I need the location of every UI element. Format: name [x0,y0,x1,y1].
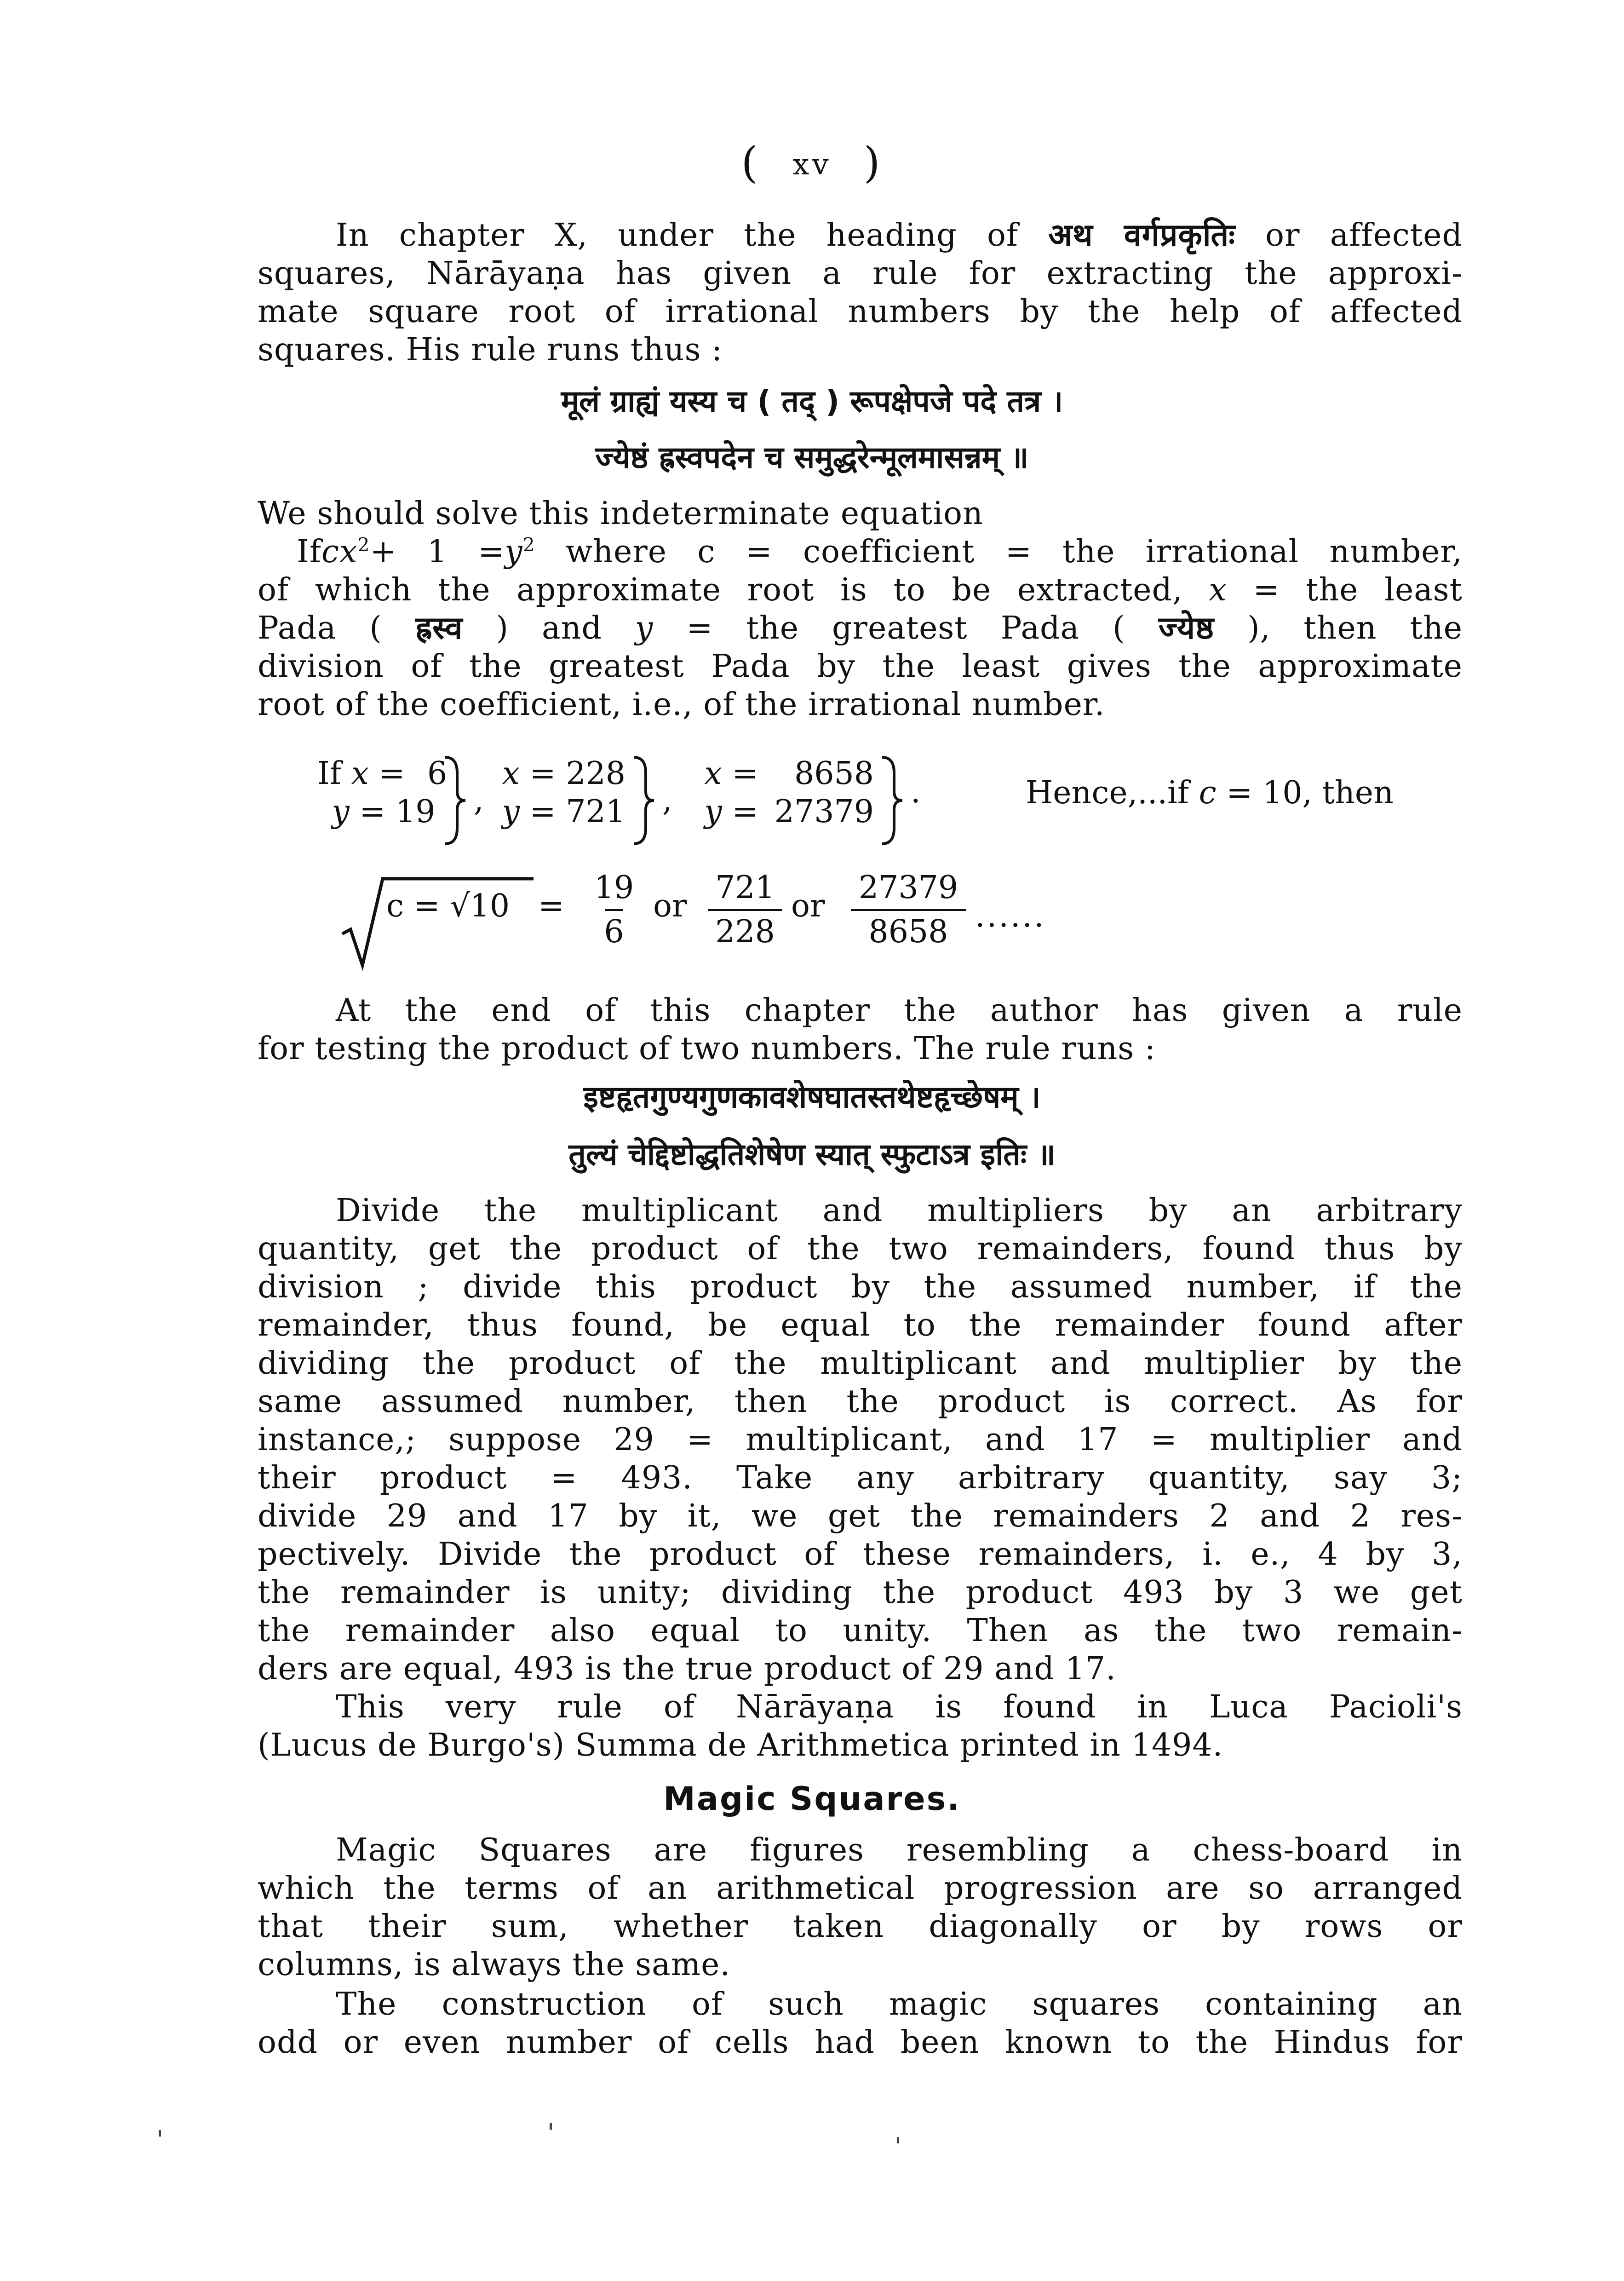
text-line: This very rule of Nārāyaṇa is found in Luca Pacioli's [336,1689,1463,1725]
math-op: = [732,755,758,792]
text-span: Hence,...if [1026,775,1199,811]
pair-y-value: 19 [396,794,436,830]
pair-x-value: 6 [427,755,448,792]
text-span: Pada ( [258,610,415,646]
text-line: division of the greatest Pada by the least gives the approximate [258,648,1463,685]
text-span: where c = coefficient = the irrational number, [535,534,1463,570]
text-line: dividing the product of the multiplicant and multiplier by the [258,1345,1463,1382]
paragraph-chapter-x [258,216,1463,369]
math-var: y [704,794,722,830]
math-op: = [538,888,564,924]
paragraph-magic-squares-definition [258,1831,1463,1984]
section-heading: Magic Squares. [663,1780,961,1818]
paragraph-indeterminate-equation [258,495,1463,724]
math-var: x [351,755,369,792]
fraction-bar [851,909,966,911]
fraction-bar [708,909,782,911]
math-var: x [1209,572,1227,608]
pair-y-value: 27379 [774,794,874,830]
text-span: = the least [1227,572,1463,608]
fraction [708,870,782,950]
paragraph-magic-squares-construction [258,1985,1463,2062]
math-var: cx [321,534,358,570]
sanskrit-verse-line: तुल्यं चेद्दिष्टोद्धतिशेषेण स्यात् स्फुटाऽत्र इतिः ॥ [568,1137,1056,1172]
fraction-denominator: 8658 [868,914,948,950]
solution-pairs [317,755,1467,847]
right-brace-icon [630,755,658,847]
pair-y [681,793,874,831]
text-line: root of the coefficient, i.e., of the irrational number. [258,686,1105,723]
text-line: columns, is always the same. [258,1947,730,1983]
text-line: division ; divide this product by the assumed number, if the [258,1269,1463,1305]
solution-pair [317,755,448,847]
ellipsis: ...... [975,898,1046,934]
hence-text [1026,774,1394,812]
text-line: We should solve this indeterminate equation [258,495,983,532]
sanskrit-term: ह्रस्व [415,610,463,646]
sanskrit-term: अथ वर्गप्रकृतिः [1048,217,1235,253]
right-brace-icon [442,755,469,847]
fraction-denominator: 228 [715,914,775,950]
page-number [0,138,1624,187]
text-line: pectively. Divide the product of these remainders, i. e., 4 by 3, [258,1536,1463,1573]
text-line: odd or even number of cells had been known to the Hindus for [258,2024,1463,2061]
or-word: or [653,888,687,924]
pair-x [501,755,625,793]
math-op: = [359,794,386,830]
square-root-expression [340,865,1444,971]
text-span: or affected [1235,217,1463,253]
sanskrit-term: ज्येष्ठ [1158,610,1215,646]
math-op: = [379,755,405,792]
separator-comma: , [474,782,484,818]
text-line: ders are equal, 493 is the true product of 29 and 17. [258,1651,1116,1687]
separator-comma: , [662,782,672,818]
pair-y-value: 721 [566,794,625,830]
page-number-close-paren: ) [863,138,883,187]
text-line: which the terms of an arithmetical progression are so arranged [258,1870,1463,1907]
page-number-open-paren: ( [741,138,761,187]
pair-x [317,755,448,793]
text-line: squares, Nārāyaṇa has given a rule for extracting the approxi- [258,255,1463,292]
paragraph-pacioli [258,1688,1463,1764]
text-line: mate square root of irrational numbers by the help of affected [258,294,1463,330]
pair-x-value: 8658 [794,755,874,792]
text-line: the remainder is unity; dividing the product 493 by 3 we get [258,1574,1463,1611]
text-span: ) and [463,610,636,646]
pair-x [681,755,874,793]
text-line: remainder, thus found, be equal to the remainder found after [258,1307,1463,1343]
math-exponent: 2 [357,534,370,556]
text-line: (Lucus de Burgo's) Summa de Arithmetica printed in 1494. [258,1727,1223,1763]
root-inner-expression: c = √10 [386,888,510,924]
separator-period: . [911,774,921,810]
text-line: the remainder also equal to unity. Then as the two remain- [258,1613,1463,1649]
math-var: x [502,755,520,792]
scan-speck [159,2130,161,2137]
fraction-bar [605,909,623,911]
right-brace-icon [878,755,906,847]
text-line: divide 29 and 17 by it, we get the remainders 2 and 2 res- [258,1498,1463,1534]
text-span: ), then the [1214,610,1463,646]
math-var: y [502,794,520,830]
math-var: y [635,610,654,646]
math-var: y [505,534,523,570]
pair-x-value: 228 [566,755,625,792]
text-line [258,609,1463,647]
pair-y [317,793,436,831]
or-word: or [791,888,825,924]
sanskrit-verse-line: ज्येष्ठं ह्रस्वपदेन च समुद्धरेन्मूलमासन्नम् ॥ [595,440,1029,475]
fraction-numerator: 721 [715,870,775,906]
text-span: of which the approximate root is to be extracted, [258,572,1209,608]
text-line: quantity, get the product of the two remainders, found thus by [258,1231,1463,1267]
fraction-numerator: 27379 [858,870,958,906]
text-line: instance,; suppose 29 = multiplicant, and 17 = multiplier and [258,1422,1463,1458]
math-var: y [332,794,350,830]
math-var: c [1199,775,1217,811]
if-label: If [317,755,342,792]
math-op: = [529,755,556,792]
scan-speck [550,2123,552,2130]
fraction-denominator: 6 [604,914,624,950]
math-op: = [732,794,758,830]
page-number-value: xv [792,148,832,182]
text-span: In chapter X, under the heading of [336,217,1049,253]
text-span: = 10, then [1216,775,1394,811]
text-line [258,571,1463,609]
text-span: If [297,534,322,570]
text-line: that their sum, whether taken diagonally or by rows or [258,1908,1463,1945]
pair-y [501,793,625,831]
paragraph-divide-explanation [258,1192,1463,1688]
math-exponent: 2 [522,534,535,556]
text-line [258,216,1463,254]
text-line: The construction of such magic squares containing an [336,1986,1463,2022]
fraction-numerator: 19 [594,870,634,906]
text-span: = the greatest Pada ( [653,610,1159,646]
sanskrit-verse-line: मूलं ग्राह्यं यस्य च ( तद् ) रूपक्षेपजे पदे तत्र । [561,384,1063,419]
scan-speck [897,2137,899,2143]
math-op: = [529,794,556,830]
text-line: At the end of this chapter the author has given a rule [336,992,1463,1029]
paragraph-testing-product [258,991,1463,1068]
text-line [258,533,1463,571]
text-line: same assumed number, then the product is correct. As for [258,1383,1463,1420]
math-op: + 1 = [370,534,505,570]
math-var: x [704,755,722,792]
text-line: Divide the multiplicant and multipliers by an arbitrary [336,1192,1463,1229]
sanskrit-verse-line: इष्टहृतगुण्यगुणकावशेषघातस्तथेष्टहृच्छेषम् । [583,1079,1041,1115]
fraction [589,870,639,950]
text-line: squares. His rule runs thus : [258,332,723,368]
solution-pair [501,755,625,847]
text-line: Magic Squares are figures resembling a chess-board in [336,1832,1463,1868]
text-line: their product = 493. Take any arbitrary quantity, say 3; [258,1460,1463,1496]
fraction [851,870,966,950]
text-line: for testing the product of two numbers. The rule runs : [258,1031,1156,1067]
solution-pair [681,755,874,847]
